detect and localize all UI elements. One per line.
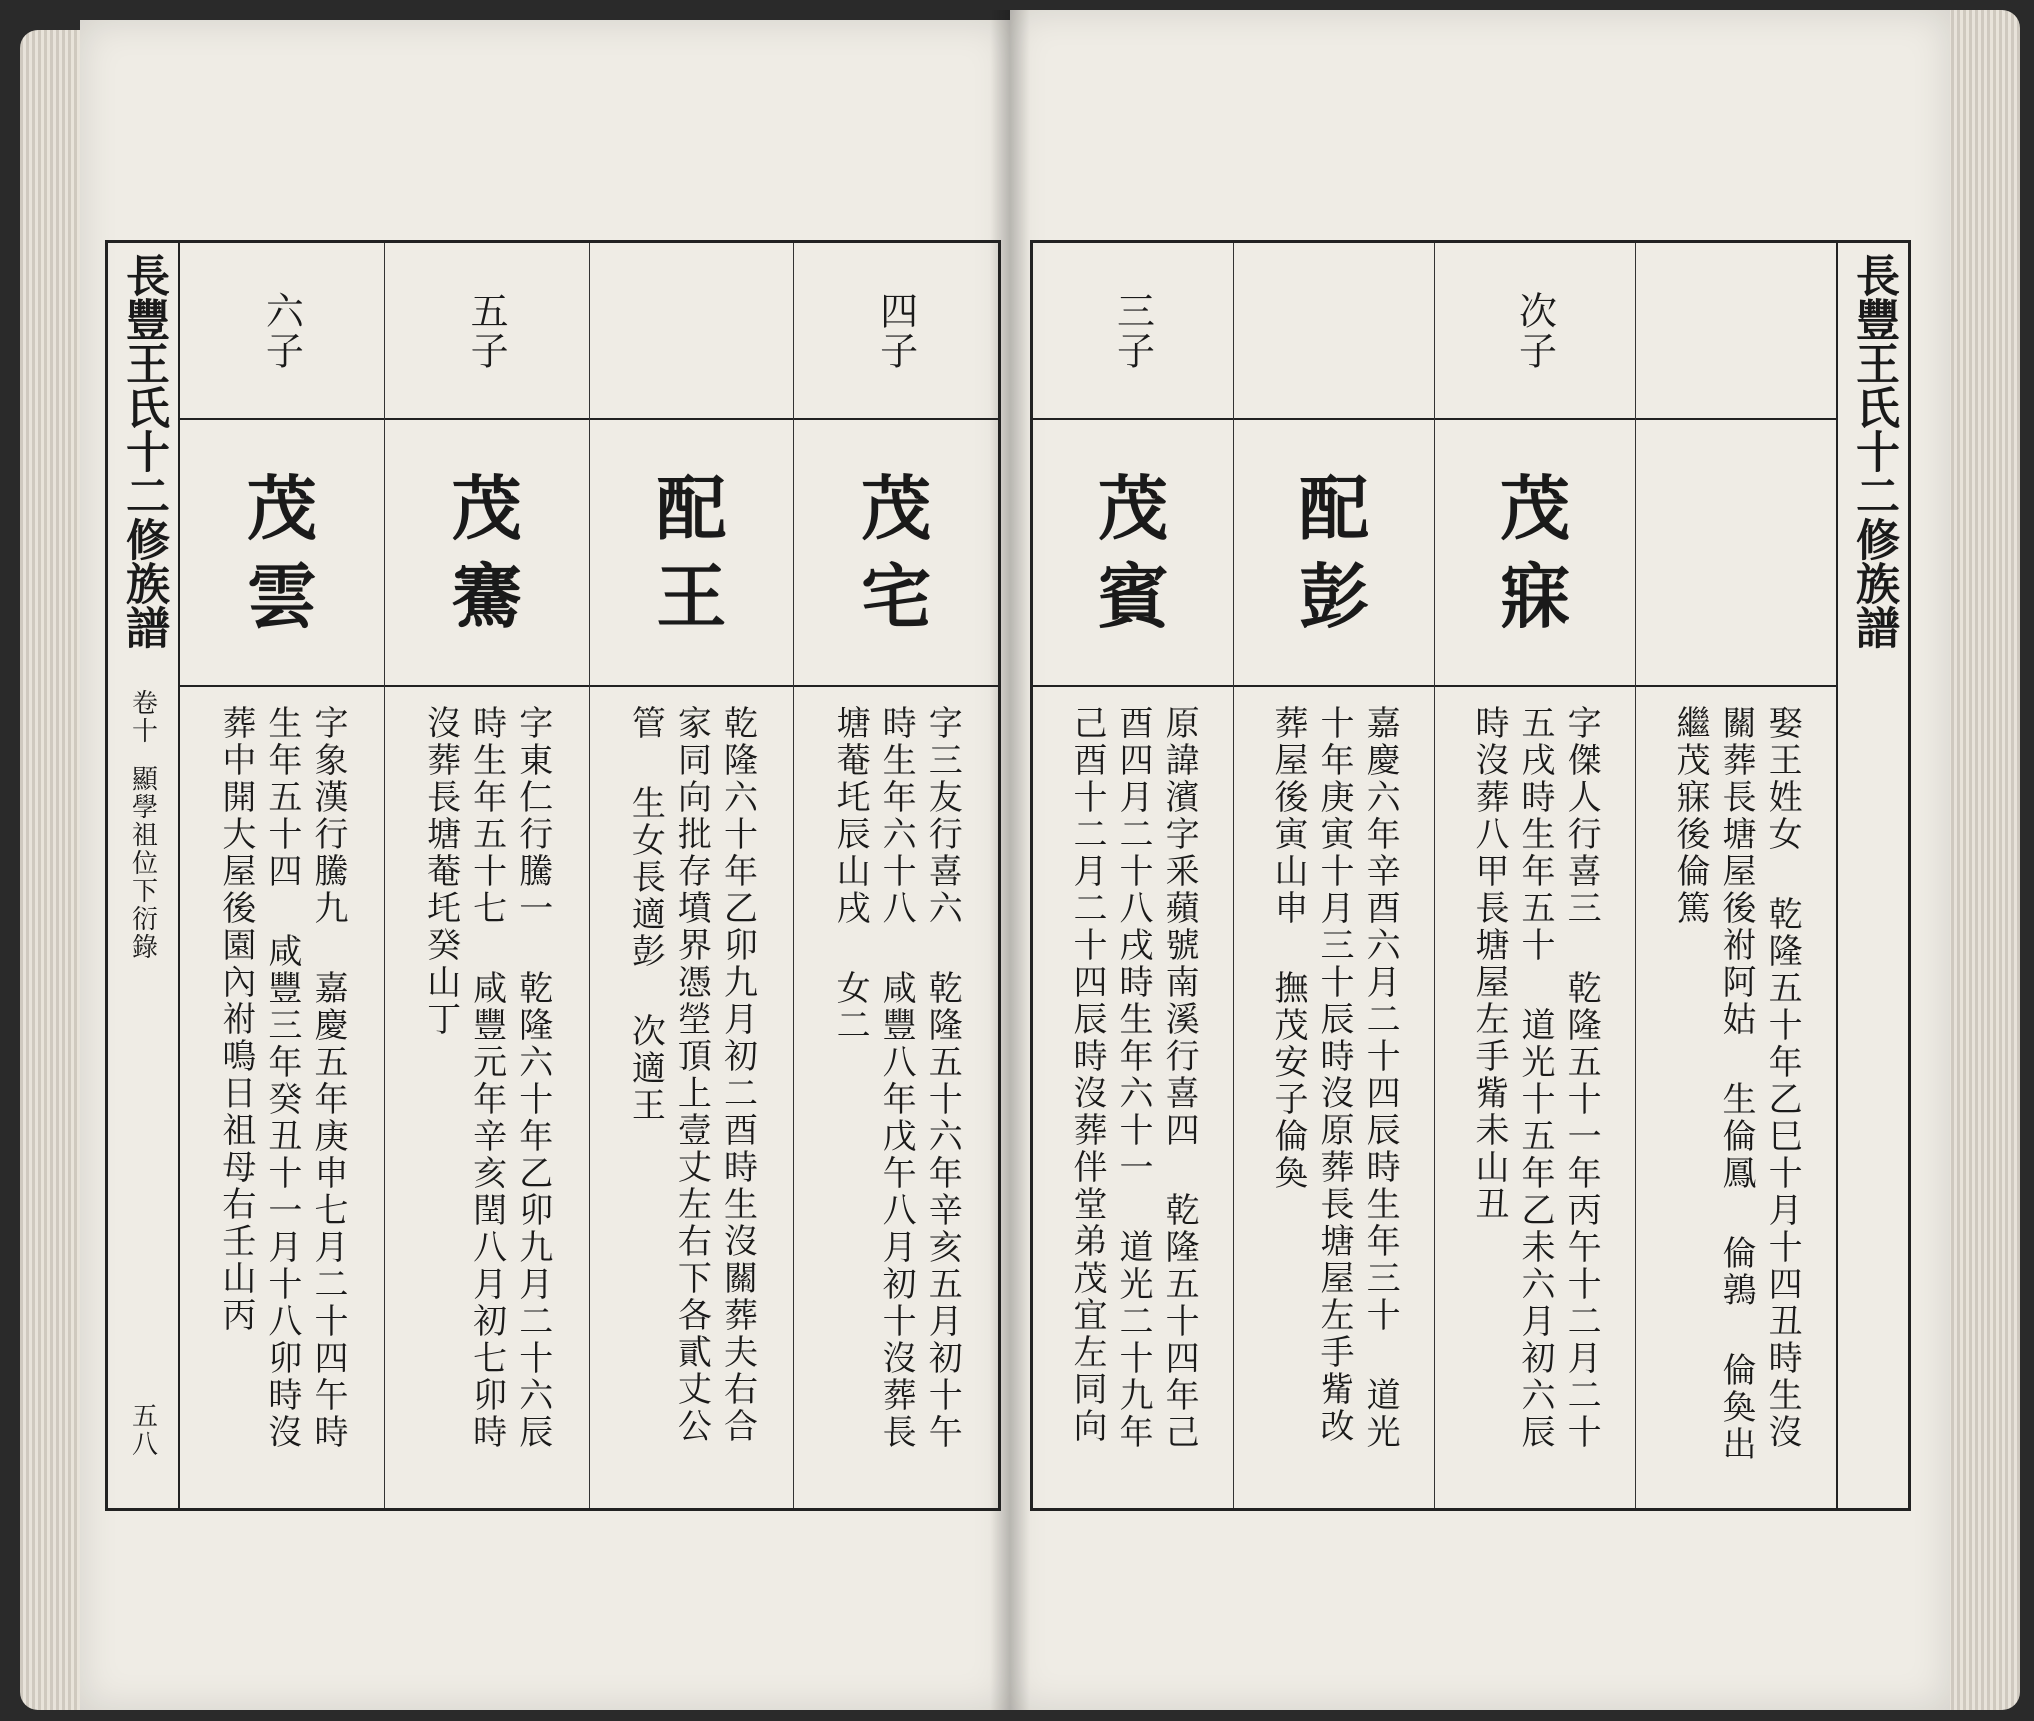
entry-column: [1233, 243, 1434, 1508]
person-name: [1636, 418, 1836, 687]
generation-label: [590, 243, 794, 418]
name-char: 茂: [451, 467, 522, 550]
right-ledger: [1033, 243, 1836, 1508]
entry-column: [180, 243, 384, 1508]
biography: [1435, 687, 1635, 1508]
generation-label: 次子: [1512, 290, 1557, 371]
biography: [1636, 687, 1836, 1508]
volume-label: 卷十: [127, 689, 158, 745]
bio-line: 己酉十二月二十四辰時沒葬伴堂弟茂宜左同向: [1066, 705, 1107, 1445]
person-name: [1033, 418, 1233, 687]
person-name: [180, 418, 384, 687]
bio-line: 乾隆六十年乙卯九月初二酉時生沒關葬夫右合: [717, 705, 758, 1445]
bio-line: 字三友行喜六 乾隆五十六年辛亥五月初十午: [922, 705, 963, 1451]
bio-line: 時生年六十八 咸豐八年戊午八月初十沒葬長: [876, 705, 917, 1451]
person-name: [1234, 418, 1434, 687]
bio-line: 關葬長塘屋後祔阿姑 生倫鳳 倫鶉 倫奐出: [1716, 705, 1757, 1463]
generation-label: 六子: [259, 290, 304, 371]
name-char: 騫: [451, 554, 522, 638]
person-name: [794, 418, 998, 687]
name-char: 茂: [1500, 467, 1570, 550]
bio-line: 繼茂寐後倫篤: [1669, 705, 1710, 927]
name-char: 配: [1299, 467, 1369, 550]
bio-line: 原諱濱字釆蘋號南溪行喜四 乾隆五十四年己: [1159, 705, 1200, 1451]
name-char: 彭: [1299, 554, 1369, 638]
name-char: 茂: [246, 467, 317, 550]
name-char: 配: [656, 467, 727, 550]
name-char: 雲: [246, 554, 317, 638]
name-char: 王: [656, 554, 727, 638]
bio-line: 字東仁行騰一 乾隆六十年乙卯九月二十六辰: [512, 705, 553, 1451]
bio-line: 沒葬長塘菴圫癸山丁: [420, 705, 461, 1038]
entry-column: [793, 243, 998, 1508]
bio-line: 娶王姓女 乾隆五十年乙巳十月十四丑時生沒: [1762, 705, 1803, 1451]
generation-label: 三子: [1110, 290, 1155, 371]
generation-label: 四子: [873, 290, 918, 371]
bio-line: 酉四月二十八戌時生年六十一 道光二十九年: [1113, 705, 1154, 1451]
generation-label: [1234, 243, 1434, 418]
bio-line: 時生年五十七 咸豐元年辛亥閏八月初七卯時: [466, 705, 507, 1451]
bio-line: 時沒葬八甲長塘屋左手觜未山丑: [1468, 705, 1509, 1223]
left-ledger: [180, 243, 998, 1508]
biography: [590, 687, 794, 1508]
bio-line: 塘菴圫辰山戌 女二: [830, 705, 871, 1044]
entry-column: [1635, 243, 1836, 1508]
biography: [794, 687, 998, 1508]
entry-column: [589, 243, 794, 1508]
name-char: 茂: [1098, 467, 1168, 550]
person-name: [385, 418, 589, 687]
name-char: 茂: [861, 467, 932, 550]
right-genealogy-table: [1030, 240, 1911, 1511]
book-title: 長豐王氏十二修族譜: [1848, 253, 1899, 649]
bio-line: 字象漢行騰九 嘉慶五年庚申七月二十四午時: [307, 705, 348, 1451]
person-name: [1435, 418, 1635, 687]
entry-column: [1434, 243, 1635, 1508]
bio-line: 五戌時生年五十 道光十五年乙未六月初六辰: [1515, 705, 1556, 1451]
right-margin-column: [1836, 243, 1908, 1508]
person-name: [590, 418, 794, 687]
section-label: 顯學祖位下衍錄: [127, 765, 158, 961]
biography: [1234, 687, 1434, 1508]
bio-line: 葬中開大屋後園內祔鳴日祖母右壬山丙: [215, 705, 256, 1334]
generation-label: [1636, 243, 1836, 418]
entry-column: [384, 243, 589, 1508]
biography: [385, 687, 589, 1508]
left-genealogy-table: [105, 240, 1001, 1511]
generation-label: 五子: [464, 290, 509, 371]
bio-line: 葬屋後寅山申 撫茂安子倫奐: [1267, 705, 1308, 1192]
page-number: 五八: [127, 1402, 158, 1458]
bio-line: 家同向批存墳界憑塋頂上壹丈左右下各貳丈公: [671, 705, 712, 1445]
book-title: 長豐王氏十二修族譜: [118, 253, 169, 649]
name-char: 賓: [1098, 554, 1168, 638]
bio-line: 管 生女長適彭 次適王: [625, 705, 666, 1124]
bio-line: 字傑人行喜三 乾隆五十一年丙午十二月二十: [1561, 705, 1602, 1451]
left-margin-column: [108, 243, 180, 1508]
bio-line: 十年庚寅十月三十辰時沒原葬長塘屋左手觜改: [1314, 705, 1355, 1445]
biography: [180, 687, 384, 1508]
name-char: 寐: [1500, 554, 1570, 638]
entry-column: [1033, 243, 1233, 1508]
biography: [1033, 687, 1233, 1508]
bio-line: 嘉慶六年辛酉六月二十四辰時生年三十 道光: [1360, 705, 1401, 1451]
name-char: 宅: [861, 554, 932, 638]
bio-line: 生年五十四 咸豐三年癸丑十一月十八卯時沒: [261, 705, 302, 1451]
